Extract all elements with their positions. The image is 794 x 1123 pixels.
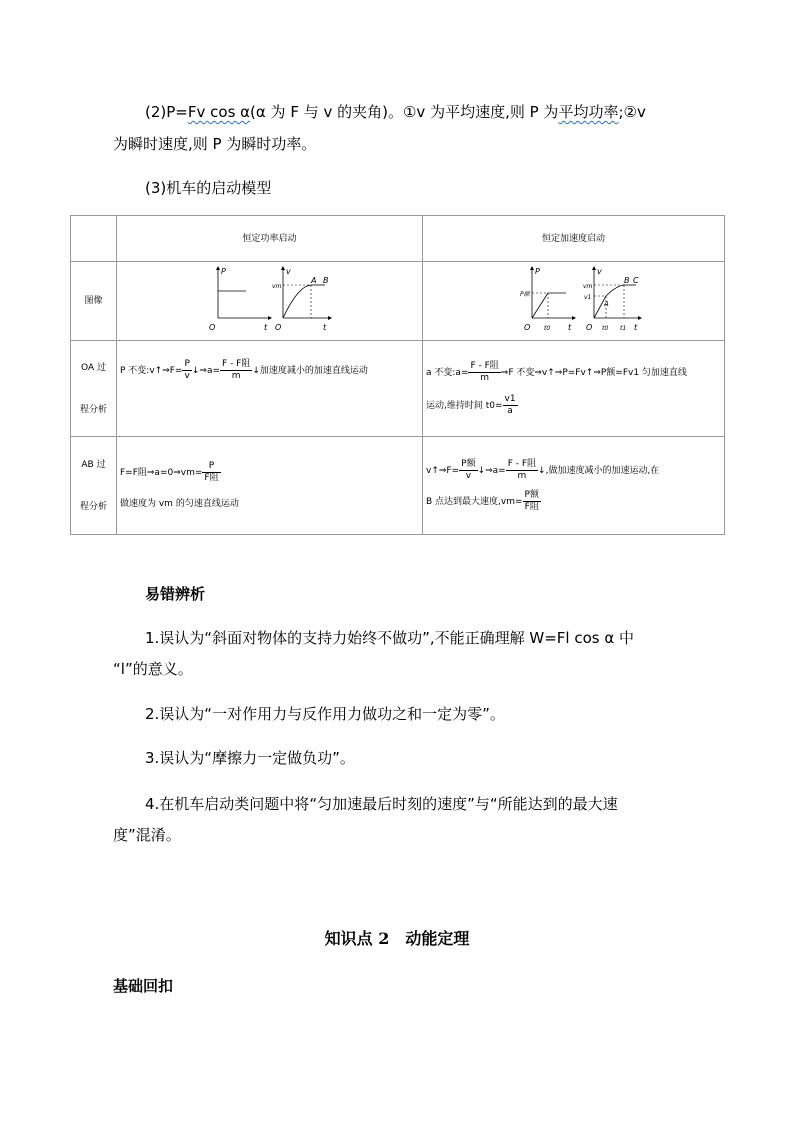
ab-constant-power: F=F阻⇒a=0⇒vm= $\frac{P}{\text{F阻}}$ 做速度为 vm 的匀速直线运动 — [117, 437, 423, 535]
graphs-constant-power — [117, 262, 423, 341]
label-b-accel: B — [624, 276, 630, 285]
label-a-accel: A — [604, 300, 609, 308]
fraction: $\frac{\text{F - F阻}}{m}$ — [507, 458, 537, 481]
fraction: $\frac{P}{\text{F阻}}$ — [204, 461, 219, 483]
intro-line-1: (2)P=Fv cos α(α 为 F 与 v 的夹角)。①v 为平均速度,则 P 为平均功率;②v — [145, 103, 646, 121]
label-v: v — [286, 267, 291, 276]
section-subtitle: 基础回扣 — [113, 977, 174, 995]
table-row-oa — [71, 341, 725, 437]
v-curve — [283, 285, 311, 318]
label-t0-2: t0 — [602, 325, 609, 332]
label-t-accel: t — [568, 323, 572, 332]
label-t: t — [264, 323, 268, 332]
row-label-oa: OA 过 程分析 — [71, 341, 117, 437]
label-p-accel: P — [535, 267, 540, 276]
graphs-constant-acceleration — [423, 262, 725, 341]
fraction: $\frac{P}{v}$ — [184, 358, 190, 381]
locomotive-start-table — [70, 215, 725, 535]
error-item-2: 2.误认为“一对作用力与反作用力做功之和一定为零”。 — [145, 705, 505, 723]
row-label-image: 图像 — [71, 262, 117, 341]
label-vm-accel: vm — [583, 283, 593, 290]
label-p: P — [221, 267, 226, 276]
error-item-3: 3.误认为“摩擦力一定做负功”。 — [145, 749, 355, 767]
label-t1: t1 — [620, 325, 627, 332]
label-t-2: t — [323, 323, 327, 332]
label-pe: P额 — [520, 291, 530, 298]
header-constant-power: 恒定功率启动 — [117, 216, 423, 262]
table-row-ab — [71, 437, 725, 535]
errors-title: 易错辨析 — [145, 585, 206, 603]
header-constant-acceleration: 恒定加速度启动 — [423, 216, 725, 262]
oa-constant-power: P 不变:v↑⇒F= $\frac{P}{v}$ ↓⇒a= $\frac{\text{F - F阻}}{m}$ ↓加速度减小的加速直线运动 — [117, 341, 423, 437]
fraction: $\frac{\text{P额}}{\text{F阻}}$ — [524, 489, 539, 512]
fraction: $\frac{\text{F - F阻}}{m}$ — [222, 358, 251, 381]
label-v1: v1 — [584, 294, 592, 301]
table-row-image — [71, 262, 725, 341]
fraction: $\frac{\text{F - F阻}}{m}$ — [470, 360, 499, 383]
error-item-4: 4.在机车启动类问题中将“匀加速最后时刻的速度”与“所能达到的最大速 — [145, 795, 618, 813]
constant-power-graphs — [120, 262, 420, 336]
p-ramp — [532, 293, 548, 318]
header-empty — [71, 216, 117, 262]
table-header-row — [71, 216, 725, 262]
label-o: O — [209, 323, 216, 332]
label-o-accel: O — [524, 323, 531, 332]
section-title: 知识点 2 动能定理 — [324, 929, 470, 948]
error-item-4-cont: 度”混淆。 — [113, 826, 181, 844]
fraction: $\frac{\text{P额}}{v}$ — [461, 458, 476, 481]
label-o-2: O — [275, 323, 282, 332]
average-power-term: 平均功率 — [558, 103, 619, 121]
label-vm: vm — [272, 283, 282, 290]
power-formula: Fv cos α — [187, 103, 251, 121]
fraction: $\frac{v1}{a}$ — [504, 393, 516, 416]
label-t-accel-2: t — [634, 323, 638, 332]
locomotive-model-heading: (3)机车的启动模型 — [145, 179, 272, 197]
label-t0: t0 — [544, 325, 551, 332]
error-item-1: 1.误认为“斜面对物体的支持力始终不做功”,不能正确理解 W=Fl cos α 中 — [145, 629, 635, 647]
oa-constant-acceleration: a 不变:a= $\frac{\text{F - F阻}}{m}$ ⇒F 不变⇒v↑⇒P=Fv↑⇒P额=Fv1 匀加速直线 运动,维持时间 t0= $\frac{v1}{a}$ — [423, 341, 725, 437]
label-v-accel: v — [597, 267, 602, 276]
label-c: C — [633, 276, 639, 285]
row-label-ab: AB 过 程分析 — [71, 437, 117, 535]
intro-line-2: 为瞬时速度,则 P 为瞬时功率。 — [113, 135, 317, 153]
ab-constant-acceleration: v↑⇒F= $\frac{\text{P额}}{v}$ ↓⇒a= $\frac{\text{F - F阻}}{m}$ ↓,做加速度减小的加速运动,在 B 点达到最大速度,vm= $\frac{\text{P额}}{\text{F阻}}$ — [423, 437, 725, 535]
label-o-accel-2: O — [586, 323, 593, 332]
label-b: B — [323, 276, 329, 285]
constant-acceleration-graphs — [426, 262, 722, 336]
error-item-1-cont: “l”的意义。 — [113, 660, 193, 678]
v-curve-accel — [606, 285, 624, 296]
label-a: A — [311, 276, 317, 285]
